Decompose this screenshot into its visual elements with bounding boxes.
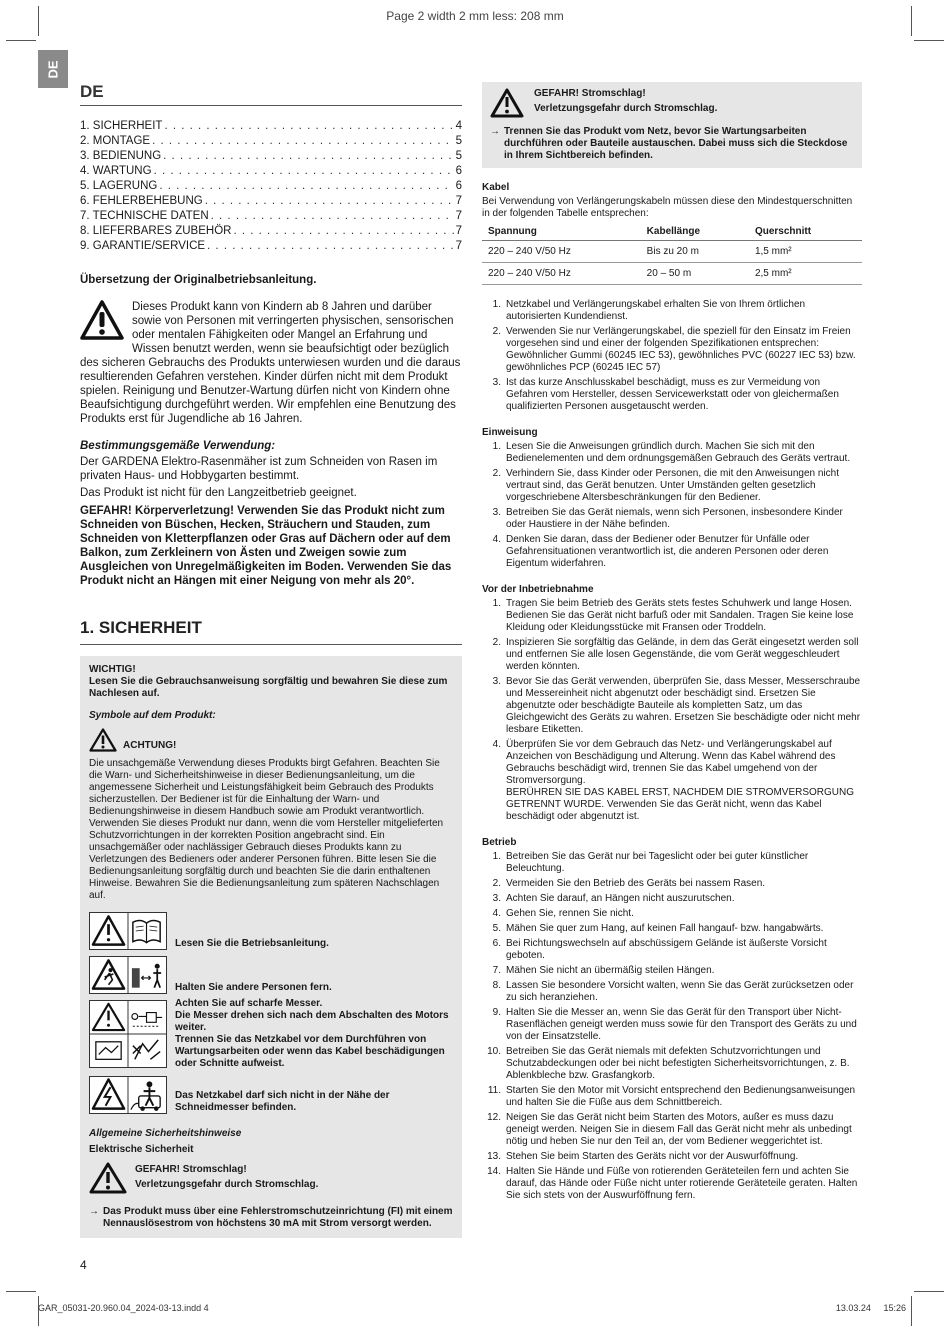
warning-triangle-icon <box>490 88 524 122</box>
toc-item[interactable] <box>80 119 462 134</box>
toc-item-page: 4 <box>455 120 462 132</box>
toc-item-label: 4. WARTUNG <box>80 165 152 177</box>
list-item-text: Inspizieren Sie sorgfältig das Gelände, in dem das Gerät eingesetzt werden soll und entfernen Sie alle losen Gegenstände, die vom Gerät weggeschleudert werden könnten. <box>506 637 859 672</box>
list-item-text: Netzkabel und Verlängerungskabel erhalten Sie von Ihrem örtlichen autorisierten Kundendienst. <box>506 299 806 322</box>
list-item-number: 10. <box>487 1046 501 1057</box>
list-item <box>482 1112 862 1148</box>
toc-item-label: 2. MONTAGE <box>80 135 151 147</box>
vor-inbetriebnahme-list <box>482 598 862 823</box>
toc-item[interactable] <box>80 164 462 179</box>
toc-item-label: 6. FEHLERBEHEBUNG <box>80 195 203 207</box>
vor-inbetriebnahme-heading: Vor der Inbetriebnahme <box>482 584 594 595</box>
toc-item-page: 5 <box>455 135 462 147</box>
achtung-row <box>89 728 454 756</box>
table-cell: 220 – 240 V/50 Hz <box>482 241 641 263</box>
list-item-number: 4. <box>492 739 501 750</box>
shock-warning-box <box>482 82 862 168</box>
list-item <box>482 598 862 634</box>
toc-leader-dots <box>211 209 454 224</box>
list-item-text: Stehen Sie beim Starten des Geräts nicht vor der Auswurföffnung. <box>506 1151 799 1162</box>
warning-triangle-icon <box>89 728 117 756</box>
list-item-number: 4. <box>492 534 501 545</box>
toc-item-page: 6 <box>455 180 462 192</box>
list-item-number: 12. <box>487 1112 501 1123</box>
toc-item-page: 6 <box>455 165 462 177</box>
list-item-text: Vermeiden Sie den Betrieb des Geräts bei nassem Rasen. <box>506 878 766 889</box>
list-item-number: 2. <box>492 878 501 889</box>
symbols-heading: Symbole auf dem Produkt: <box>89 710 216 721</box>
list-item <box>482 441 862 465</box>
table-header-row <box>482 224 862 241</box>
list-item-text: Ist das kurze Anschlusskabel beschädigt, muss es zur Vermeidung von Gefahren vom Hersteller, dessen Servicewerkstatt oder von gleichermaßen qualifizierten Personen ausgetauscht werden. <box>506 377 839 412</box>
list-item <box>482 468 862 504</box>
list-item <box>482 676 862 736</box>
print-header: Page 2 width 2 mm less: 208 mm <box>386 9 564 23</box>
shock-subtext: Verletzungsgefahr durch Stromschlag. <box>534 103 718 114</box>
table-cell: Bis zu 20 m <box>641 241 749 263</box>
list-item-text: Halten Sie Hände und Füße von rotierenden Geräteteilen fern und achten Sie darauf, das Hände oder Füße nicht unter rotierende Geräteteile geraten. Halten Sie sich stets von der Auswurföffnung fern. <box>506 1166 858 1201</box>
einweisung-list <box>482 441 862 570</box>
list-item-number: 1. <box>492 851 501 862</box>
toc-item-label: 5. LAGERUNG <box>80 180 158 192</box>
cable-table <box>482 224 862 285</box>
list-item <box>482 299 862 323</box>
list-item-text: Überprüfen Sie vor dem Gebrauch das Netz- und Verlängerungskabel auf Anzeichen von Beschädigung und Alterung. Wenn das Kabel während des Gebrauchs beschädigt wird, trennen Sie das Kabel umgehend von der Stromversorgung. BERÜHREN SIE DAS KABEL ERST, NACHDEM DIE STROMVERSORGUNG GETRENNT WURDE. Verwenden Sie das Gerät nicht, wenn das Kabel beschädigt oder abgenutzt ist. <box>506 739 855 822</box>
symbol-row <box>89 912 454 950</box>
toc-leader-dots <box>152 134 454 149</box>
list-item <box>482 908 862 920</box>
list-item-text: Mähen Sie quer zum Hang, auf keinen Fall hangauf- bzw. hangabwärts. <box>506 923 824 934</box>
important-label: WICHTIG! <box>89 664 136 675</box>
table-cell: 2,5 mm² <box>749 263 862 285</box>
list-item <box>482 637 862 673</box>
symbol-text: Halten Sie andere Personen fern. <box>175 982 332 993</box>
table-row <box>482 263 862 285</box>
betrieb-list <box>482 851 862 1202</box>
symbol-row <box>89 956 454 994</box>
cable-away-from-blades-icon <box>89 1076 167 1114</box>
list-item <box>482 1046 862 1082</box>
toc-leader-dots <box>164 119 453 134</box>
shock-warning <box>490 88 854 122</box>
arrow-right-icon: → <box>89 1206 99 1217</box>
list-item <box>482 1166 862 1202</box>
toc-leader-dots <box>163 149 453 164</box>
toc-item[interactable] <box>80 209 462 224</box>
list-item-text: Gehen Sie, rennen Sie nicht. <box>506 908 634 919</box>
important-text: Lesen Sie die Gebrauchsanweisung sorgfältig und bewahren Sie diese zum Nachlesen auf. <box>89 676 448 699</box>
table-row <box>482 241 862 263</box>
table-header: Spannung <box>482 224 641 241</box>
toc-item-page: 7 <box>455 210 462 222</box>
list-item-number: 3. <box>492 676 501 687</box>
list-item <box>482 1007 862 1043</box>
toc-item-page: 7 <box>455 225 462 237</box>
achtung-label: ACHTUNG! <box>123 740 177 751</box>
list-item-number: 7. <box>492 965 501 976</box>
crop-mark <box>6 1291 36 1292</box>
list-item-number: 3. <box>492 507 501 518</box>
einweisung-heading: Einweisung <box>482 427 538 438</box>
disconnect-text: Trennen Sie das Produkt vom Netz, bevor Sie Wartungsarbeiten durchführen oder Bauteile austauschen. Dabei muss sich die Steckdose in Ihrem Sichtbereich befinden. <box>504 126 848 161</box>
toc-leader-dots <box>154 164 454 179</box>
intended-use-text: Der GARDENA Elektro-Rasenmäher ist zum Schneiden von Rasen im privaten Haus- und Hobbygarten bestimmt. <box>80 456 438 482</box>
betrieb-heading: Betrieb <box>482 837 517 848</box>
keep-people-away-icon <box>89 956 167 994</box>
table-header: Querschnitt <box>749 224 862 241</box>
toc-leader-dots <box>159 179 453 194</box>
right-column <box>482 82 862 1205</box>
list-item-number: 1. <box>492 441 501 452</box>
list-item-text: Bevor Sie das Gerät verwenden, überprüfen Sie, dass Messer, Messerschraube und Messereinheit nicht abgenutzt oder beschädigt sind. Ersetzen Sie abgenutzte oder beschädigte Bauteile als kompletten Satz, um das Gleichgewicht des Geräts zu wahren. Ersetzen Sie beschädigte oder nicht mehr lesbare Etiketten. <box>506 676 861 735</box>
list-item <box>482 507 862 531</box>
list-item-text: Neigen Sie das Gerät nicht beim Starten des Motors, außer es muss dazu geneigt werden. Neigen Sie in diesem Fall das Gerät nicht mehr als unbedingt nötig und heben Sie nur den Teil an, der vom Bediener weggerichtet ist. <box>506 1112 852 1147</box>
cable-intro: Bei Verwendung von Verlängerungskabeln müssen diese den Mindestquerschnitten in der folgenden Tabelle entsprechen: <box>482 196 853 219</box>
symbol-row <box>89 1076 454 1114</box>
language-side-tab: DE <box>38 50 68 88</box>
list-item-text: Tragen Sie beim Betrieb des Geräts stets festes Schuhwerk und lange Hosen. Bedienen Sie das Gerät nicht barfuß oder mit Sandalen. Tragen Sie keine lose Kleidung oder Kleidungsstücke mit Fransen oder Troddeln. <box>506 598 854 633</box>
list-item-text: Lesen Sie die Anweisungen gründlich durch. Machen Sie sich mit den Bedienelementen und dem ordnungsgemäßen Gebrauch des Geräts vertraut. <box>506 441 851 464</box>
footer-file-name: GAR_05031-20.960.04_2024-03-13.indd 4 <box>38 1303 209 1313</box>
list-item <box>482 1085 862 1109</box>
read-manual-icon <box>89 912 167 950</box>
child-warning-text: Dieses Produkt kann von Kindern ab 8 Jahren und darüber sowie von Personen mit verringerten physischen, sensorischen oder mentalen Fähigkeiten oder Mangel an Erfahrung und Wissen benutzt werden, wenn sie beaufsichtigt oder bezüglich des sicheren Gebrauchs des Produkts unterwiesen wurden und die daraus resultierenden Gefahren verstehen. Kinder dürfen nicht mit dem Produkt spielen. Reinigung und Benutzer-Wartung dürfen nicht von Kindern ohne Beaufsichtigung durchgeführt werden. Wir empfehlen eine Benutzung des Produkts erst für Jugendliche ab 16 Jahren. <box>80 301 461 425</box>
list-item-text: Verwenden Sie nur Verlängerungskabel, die speziell für den Einsatz im Freien vorgesehen sind und einer der folgenden Spezifikationen entsprechen: Gewöhnlicher Gummi (60245 IEC 53), gewöhnliches PVC (60227 IEC 53) bzw. gewöhnliches PCP (60245 IEC 57) <box>506 326 856 373</box>
crop-mark <box>38 6 39 36</box>
safety-info-box <box>80 656 462 1238</box>
list-item-text: Achten Sie darauf, an Hängen nicht auszurutschen. <box>506 893 735 904</box>
warning-triangle-icon <box>89 1162 127 1198</box>
list-item-number: 14. <box>487 1166 501 1177</box>
toc-item[interactable] <box>80 149 462 164</box>
disconnect-instruction <box>490 126 854 162</box>
shock-warning <box>89 1162 454 1198</box>
intended-use-note: Das Produkt ist nicht für den Langzeitbetrieb geeignet. <box>80 487 357 499</box>
list-item-number: 8. <box>492 980 501 991</box>
shock-label: GEFAHR! Stromschlag! <box>534 88 646 99</box>
list-item <box>482 326 862 374</box>
list-item-text: Halten Sie die Messer an, wenn Sie das Gerät für den Transport über Nicht-Rasenflächen geneigt werden muss sowie für den Transport des Geräts zu und von der Einsatzstelle. <box>506 1007 857 1042</box>
list-item-text: Denken Sie daran, dass der Bediener oder Benutzer für Unfälle oder Gefahrensituationen verantwortlich ist, die anderen Personen oder deren Eigentum widerfahren. <box>506 534 829 569</box>
table-cell: 220 – 240 V/50 Hz <box>482 263 641 285</box>
list-item-number: 3. <box>492 377 501 388</box>
left-column <box>80 82 462 1238</box>
list-item-text: Starten Sie den Motor mit Vorsicht entsprechend den Bedienungsanweisungen und halten Sie die Füße aus dem Schnittbereich. <box>506 1085 856 1108</box>
toc-item[interactable] <box>80 194 462 209</box>
cable-list <box>482 299 862 413</box>
shock-label: GEFAHR! Stromschlag! <box>135 1164 247 1175</box>
list-item <box>482 923 862 935</box>
intended-use-heading: Bestimmungsgemäße Verwendung: <box>80 440 276 452</box>
list-item-text: Betreiben Sie das Gerät niemals, wenn sich Personen, insbesondere Kinder oder Haustiere in der Nähe befinden. <box>506 507 843 530</box>
injury-danger-text: GEFAHR! Körperverletzung! Verwenden Sie das Produkt nicht zum Schneiden von Büschen, Hecken, Sträuchern und Stauden, zum Schneiden von Kletterpflanzen oder Gras auf Dächern oder auf dem Balkon, zum Zerkleinern von Ästen und Zweigen sowie zum Ausgleichen von Unregelmäßigkeiten im Boden. Verwenden Sie das Produkt nicht an Hängen mit einer Neigung von mehr als 20°. <box>80 505 452 587</box>
section-heading-safety: 1. SICHERHEIT <box>80 618 462 645</box>
translation-note: Übersetzung der Originalbetriebsanleitung. <box>80 274 317 286</box>
sharp-blades-icon <box>89 1000 167 1068</box>
list-item <box>482 965 862 977</box>
cable-heading: Kabel <box>482 182 510 193</box>
list-item-number: 5. <box>492 923 501 934</box>
toc-item[interactable] <box>80 224 462 239</box>
crop-mark <box>911 1296 912 1326</box>
toc-item-page: 5 <box>455 150 462 162</box>
list-item-number: 6. <box>492 938 501 949</box>
list-item <box>482 1151 862 1163</box>
fi-requirement-text: Das Produkt muss über eine Fehlerstromschutzeinrichtung (FI) mit einem Nennauslösestrom von höchstens 30 mA mit Strom versorgt werden. <box>103 1206 453 1229</box>
warning-triangle-icon <box>80 300 124 344</box>
list-item <box>482 739 862 823</box>
list-item-text: Bei Richtungswechseln auf abschüssigem Gelände ist äußerste Vorsicht geboten. <box>506 938 827 961</box>
list-item-number: 2. <box>492 468 501 479</box>
toc-item-label: 8. LIEFERBARES ZUBEHÖR <box>80 225 232 237</box>
toc-leader-dots <box>205 194 454 209</box>
list-item <box>482 851 862 875</box>
list-item-text: Lassen Sie besondere Vorsicht walten, wenn Sie das Gerät zurücksetzen oder zu sich heranziehen. <box>506 980 854 1003</box>
toc-item-page: 7 <box>455 240 462 252</box>
list-item <box>482 878 862 890</box>
table-of-contents <box>80 119 462 254</box>
table-header: Kabellänge <box>641 224 749 241</box>
symbol-text: Lesen Sie die Betriebsanleitung. <box>175 938 329 949</box>
list-item <box>482 534 862 570</box>
symbol-row <box>89 1000 454 1070</box>
list-item-number: 1. <box>492 598 501 609</box>
list-item <box>482 980 862 1004</box>
achtung-text: Die unsachgemäße Verwendung dieses Produkts birgt Gefahren. Beachten Sie die Warn- und Sicherheitshinweise in dieser Bedienungsanleitung, um die angemessene Sicherheit und Leistungsfähigkeit beim Gebrauch des Produkts sicherzustellen. Der Bediener ist für die Einhaltung der Warn- und Bedienungshinweise in diesem Handbuch sowie am Produkt verantwortlich. Verwenden Sie dieses Produkt nur dann, wenn die vom Hersteller mitgelieferten Schutzvorrichtungen in der korrekten Position angebracht sind. Ein unsachgemäßer oder nachlässiger Gebrauch dieses Produkts kann zu Verletzungen des Bedieners oder anderer Personen führen. Bitte lesen Sie die Bedienungsanleitung sorgfältig durch und beachten Sie die darin enthaltenen Hinweise. Bewahren Sie die Bedienungsanleitung zum späteren Nachschlagen auf. <box>89 758 444 901</box>
toc-item-page: 7 <box>455 195 462 207</box>
footer-timestamp <box>826 1303 906 1313</box>
general-safety-heading: Allgemeine Sicherheitshinweise <box>89 1128 242 1139</box>
toc-item[interactable] <box>80 179 462 194</box>
fi-requirement <box>89 1206 454 1230</box>
list-item-number: 11. <box>487 1085 501 1096</box>
toc-item-label: 1. SICHERHEIT <box>80 120 163 132</box>
arrow-right-icon: → <box>490 126 500 137</box>
list-item <box>482 938 862 962</box>
toc-item-label: 7. TECHNISCHE DATEN <box>80 210 209 222</box>
list-item-number: 13. <box>487 1151 501 1162</box>
language-heading: DE <box>80 82 462 106</box>
footer-date: 13.03.24 <box>835 1303 871 1313</box>
toc-item[interactable] <box>80 239 462 254</box>
toc-item[interactable] <box>80 134 462 149</box>
symbol-text: Das Netzkabel darf sich nicht in der Nähe der Schneidmesser befinden. <box>175 1090 390 1113</box>
table-cell: 20 – 50 m <box>641 263 749 285</box>
list-item-text: Mähen Sie nicht an übermäßig steilen Hängen. <box>506 965 715 976</box>
crop-mark <box>6 40 36 41</box>
page-number: 4 <box>80 1258 87 1272</box>
list-item <box>482 377 862 413</box>
list-item-number: 1. <box>492 299 501 310</box>
toc-leader-dots <box>207 239 454 254</box>
crop-mark <box>911 6 912 36</box>
footer-time: 15:26 <box>883 1303 906 1313</box>
toc-item-label: 3. BEDIENUNG <box>80 150 162 162</box>
list-item-number: 4. <box>492 908 501 919</box>
symbol-text: Achten Sie auf scharfe Messer. Die Messer drehen sich nach dem Abschalten des Motors weiter. Trennen Sie das Netzkabel vor dem Durchführen von Wartungsarbeiten oder wenn das Kabel beschädigungen oder Schnitte aufweist. <box>175 998 449 1069</box>
list-item <box>482 893 862 905</box>
list-item-number: 2. <box>492 326 501 337</box>
toc-item-label: 9. GARANTIE/SERVICE <box>80 240 206 252</box>
list-item-number: 3. <box>492 893 501 904</box>
toc-leader-dots <box>233 224 453 239</box>
table-cell: 1,5 mm² <box>749 241 862 263</box>
electrical-safety-heading: Elektrische Sicherheit <box>89 1144 194 1155</box>
list-item-text: Betreiben Sie das Gerät nur bei Tageslicht oder bei guter künstlicher Beleuchtung. <box>506 851 809 874</box>
crop-mark <box>914 1291 944 1292</box>
list-item-number: 9. <box>492 1007 501 1018</box>
child-warning <box>80 300 462 426</box>
list-item-number: 2. <box>492 637 501 648</box>
crop-mark <box>914 40 944 41</box>
list-item-text: Verhindern Sie, dass Kinder oder Personen, die mit den Anweisungen nicht vertraut sind, das Gerät benutzen. Unter Umständen gelten gesetzlich vorgeschriebene Altersbeschränkungen für den Bediener. <box>506 468 839 503</box>
list-item-text: Betreiben Sie das Gerät niemals mit defekten Schutzvorrichtungen und Schutzabdeckungen oder bei nicht befestigten Sicherheitsvorrichtungen, z. B. Ablenkbleche bzw. Grasfangkorb. <box>506 1046 850 1081</box>
shock-subtext: Verletzungsgefahr durch Stromschlag. <box>135 1179 319 1190</box>
